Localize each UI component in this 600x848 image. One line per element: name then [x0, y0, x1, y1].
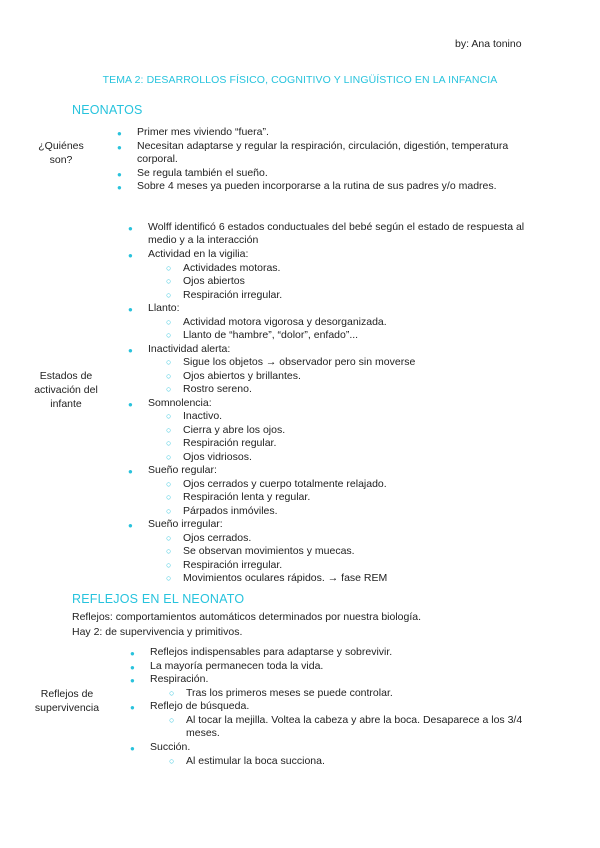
sub-list-item: ○ Al estimular la boca succiona.	[186, 755, 325, 768]
list-item: ● Reflejos indispensables para adaptarse y sobrevivir.	[150, 646, 392, 659]
sub-list-item: ○ Llanto de “hambre”, “dolor”, enfado”...	[183, 329, 358, 342]
sub-list-item: ○ Inactivo.	[183, 410, 222, 423]
document-title: TEMA 2: DESARROLLOS FÍSICO, COGNITIVO Y LINGÜÍSTICO EN LA INFANCIA	[102, 74, 498, 86]
author-credit: by: Ana tonino	[455, 38, 522, 50]
sub-list-item: ○ Se observan movimientos y muecas.	[183, 545, 355, 558]
list-item: ● Somnolencia:	[148, 397, 212, 410]
sub-list-item: ○ Al tocar la mejilla. Voltea la cabeza y abre la boca. Desaparece a los 3/4 meses.	[186, 714, 551, 741]
list-item: ● Respiración.	[150, 673, 208, 686]
list-item: ● Primer mes viviendo “fuera”.	[137, 126, 269, 139]
label-reflejos-supervivencia: Reflejos de supervivencia	[34, 688, 100, 714]
list-item: ● Succión.	[150, 741, 190, 754]
sub-list-item: ○ Movimientos oculares rápidos. → fase REM	[183, 572, 387, 585]
sub-list-item: ○ Ojos vidriosos.	[183, 451, 252, 464]
list-item: ● Reflejo de búsqueda.	[150, 700, 249, 713]
list-item: ● Necesitan adaptarse y regular la respiración, circulación, digestión, temperatura corporal.	[137, 140, 537, 167]
list-item: ● La mayoría permanecen toda la vida.	[150, 660, 323, 673]
definition-text: Hay 2: de supervivencia y primitivos.	[72, 626, 243, 638]
sub-list-item: ○ Ojos cerrados.	[183, 532, 251, 545]
section-heading-reflejos: REFLEJOS EN EL NEONATO	[72, 592, 245, 606]
list-item: ● Se regula también el sueño.	[137, 167, 268, 180]
label-quienes-son: ¿Quiénes son?	[38, 140, 84, 166]
sub-list-item: ○ Sigue los objetos → observador pero sin moverse	[183, 356, 415, 369]
sub-list-item: ○ Respiración regular.	[183, 437, 276, 450]
list-item: ● Sueño regular:	[148, 464, 217, 477]
definition-text: Reflejos: comportamientos automáticos determinados por nuestra biología.	[72, 611, 422, 623]
sub-list-item: ○ Ojos abiertos	[183, 275, 245, 288]
list-item: ● Inactividad alerta:	[148, 343, 230, 356]
list-item: ● Llanto:	[148, 302, 180, 315]
sub-list-item: ○ Actividades motoras.	[183, 262, 280, 275]
list-item: ● Sobre 4 meses ya pueden incorporarse a la rutina de sus padres y/o madres.	[137, 180, 497, 193]
list-item: ● Sueño irregular:	[148, 518, 223, 531]
sub-list-item: ○ Cierra y abre los ojos.	[183, 424, 285, 437]
sub-list-item: ○ Respiración lenta y regular.	[183, 491, 310, 504]
sub-list-item: ○ Actividad motora vigorosa y desorganizada.	[183, 316, 387, 329]
section-heading-neonatos: NEONATOS	[72, 103, 143, 117]
sub-list-item: ○ Respiración irregular.	[183, 559, 282, 572]
sub-list-item: ○ Rostro sereno.	[183, 383, 252, 396]
list-item: ● Wolff identificó 6 estados conductuales del bebé según el estado de respuesta al medio y a la interacción	[148, 221, 548, 248]
sub-list-item: ○ Ojos abiertos y brillantes.	[183, 370, 301, 383]
sub-list-item: ○ Ojos cerrados y cuerpo totalmente relajado.	[183, 478, 387, 491]
sub-list-item: ○ Tras los primeros meses se puede controlar.	[186, 687, 393, 700]
sub-list-item: ○ Párpados inmóviles.	[183, 505, 278, 518]
list-item: ● Actividad en la vigilia:	[148, 248, 248, 261]
sub-list-item: ○ Respiración irregular.	[183, 289, 282, 302]
label-estados-activacion: Estados de activación del infante	[34, 370, 98, 410]
